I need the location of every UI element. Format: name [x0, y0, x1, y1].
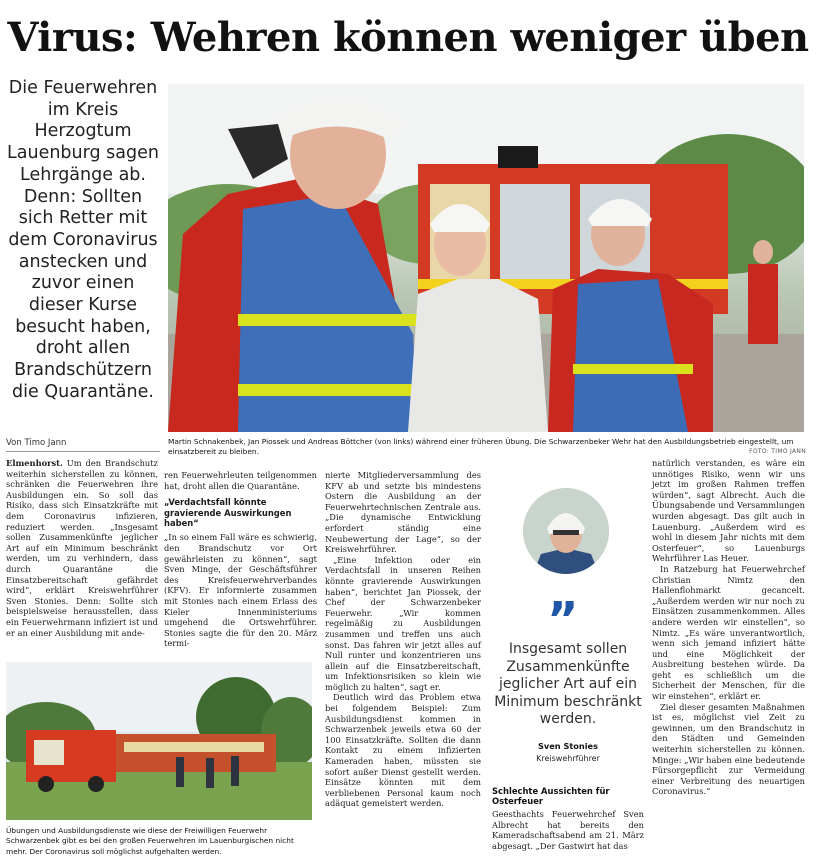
- paragraph: ren Feuerwehrleuten teilgenommen hat, droht allen die Quarantäne.: [164, 470, 317, 491]
- divider: [6, 451, 160, 452]
- avatar: [523, 488, 609, 574]
- photo-credit: FOTO: TIMO JANN: [749, 448, 806, 455]
- training-photo: [6, 662, 312, 820]
- paragraph: „In so einem Fall wäre es schwierig, den Brandschutz vor Ort gewährleisten zu können“, sagt Sven Minge, der Geschäftsführer des Kreisfeuerwehrverbandes (KFV). Er informierte zusammen mit Stonies nach einem Erlass des Kieler Innenministeriums umgehend die Ortswehrführer. Stonies sagte die für den 20. März termi-: [164, 532, 317, 649]
- training-photo-caption: Übungen und Ausbildungsdienste wie diese der Freiwilligen Feuerwehr Schwarzenbek gibt es bei den großen Feuerwehren im Lauenburgischen nicht mehr. Der Coronavirus soll möglichst aufgehalten werden.: [6, 826, 294, 856]
- article-column-5: [652, 458, 805, 797]
- training-scene-illustration: [6, 662, 312, 820]
- quote-author-role: Kreiswehrführer: [536, 754, 600, 763]
- hero-photo: [168, 84, 804, 432]
- subheading: „Verdachtsfall könnte gravierende Auswirkungen haben“: [164, 497, 292, 528]
- article-column-4: [492, 809, 644, 851]
- paragraph: Ziel dieser gesamten Maßnahmen ist es, möglichst viel Zeit zu gewinnen, um den Brandschutz in den Städten und Gemeinden weiterhin sicherstellen zu können. Minge: „Wir haben eine bedeutende Fürsorgepflicht zur Vermeidung einer Verbreitung des neuartigen Coronavirus.“: [652, 701, 805, 797]
- quote-icon: ”: [547, 592, 577, 648]
- firefighters-illustration: [168, 84, 804, 432]
- pull-quote: Insgesamt sollen Zusammenkünfte jeglicher Art auf ein Minimum beschränkt werden.: [494, 641, 642, 728]
- paragraph: Deutlich wird das Problem etwa bei folgendem Beispiel: Zum Ausbildungsdienst kommen in Schwarzenbek jeweils etwa 60 der 100 Einsatzkräfte. Sollten die dann Kontakt zu einem infizierten Kameraden haben, müssten sie sofort außer Dienst gestellt werden. Einsätze könnten mit dem verbliebenen Personal kaum noch adäquat gemeistert werden.: [325, 692, 481, 809]
- hero-caption: Martin Schnakenbek, Jan Piossek und Andreas Böttcher (von links) während einer früheren Übung. Die Schwarzenbeker Wehr hat den Ausbildungsbetrieb eingestellt, um einsatzbereit zu bleiben.: [168, 437, 794, 456]
- article-column-1: [6, 458, 158, 638]
- paragraph: Geesthachts Feuerwehrchef Sven Albrecht hat bereits den Kameradschaftsabend am 21. März abgesagt. „Der Gastwirt hat das: [492, 809, 644, 851]
- paragraph: Um den Brandschutz weiterhin sicherstellen zu können, schränken die Feuerwehren ihre Ausbildungen ein. So soll das Risiko, dass sich Einsatzkräfte mit dem Coronavirus infizieren, reduziert werden. „Insgesamt sollen Zusammenkünfte jeglicher Art auf ein Minimum beschränkt werden, um zu verhindern, dass durch Quarantäne die Einsatzbereitschaft gefährdet wird“, erklärt Kreiswehrführer Sven Stonies. Denn: Sollte sich beispielsweise herausstellen, dass ein Feuerwehrmann infiziert ist und er an einer Ausbildung mit ande-: [6, 458, 158, 638]
- quote-author: Sven Stonies: [538, 741, 598, 751]
- dateline: Elmenhorst.: [6, 458, 63, 468]
- paragraph: In Ratzeburg hat Feuerwehrchef Christian Nimtz den Hallenflohmarkt gecancelt. „Außerdem werden wir nur noch zu Einsätzen zusammenkommen. Alles andere werden wir einstellen“, so Nimtz. „Es wäre unverantwortlich, wenn sich jemand infiziert hätte und eine Möglichkeit der Ausbreitung bestehen würde. Da geht es schließlich um die Sicherheit der Menschen, für die wir einstehen“, erklärt er.: [652, 563, 805, 702]
- paragraph: nierte Mitgliederversammlung des KFV ab und setzte bis mindestens Ostern die Ausbildung an der Feuerwehrtechnischen Zentrale aus. „Die dynamische Entwicklung erfordert ständig eine Neubewertung der Lage“, so der Kreiswehrführer.: [325, 470, 481, 555]
- teaser-text: Die Feuerwehren im Kreis Herzogtum Lauenburg sagen Lehrgänge ab. Denn: Sollten sich Retter mit dem Coronavirus anstecken und zuvor einen dieser Kurse besucht haben, droht allen Brandschützern die Quarantäne.: [7, 78, 159, 402]
- portrait-illustration: [523, 488, 609, 574]
- article-column-2: [164, 470, 317, 649]
- headline: Virus: Wehren können weniger üben: [7, 14, 809, 61]
- byline: Von Timo Jann: [6, 438, 67, 448]
- paragraph: natürlich verstanden, es wäre ein unnötiges Risiko, wenn wir uns jetzt im großen Rahmen treffen würden“, sagt Albrecht. Auch die Übungsabende und Versammlungen wurden abgesagt. Das gilt auch in Lauenburg. „Außerdem wird es wohl in diesem Jahr nichts mit dem Osterfeuer“, so Lauenburgs Wehrführer Las Heuer.: [652, 458, 805, 564]
- paragraph: „Eine Infektion oder ein Verdachtsfall in unseren Reihen könnte gravierende Auswirkungen haben“, berichtet Jan Piossek, der Chef der Schwarzenbeker Feuerwehr. „Wir kommen regelmäßig zu Ausbildungen zusammen und treffen uns auch sonst. Das fahren wir jetzt alles auf Null runter und konzentrieren uns allein auf die Einsatzbereitschaft, um Infektionsrisiken so klein wie möglich zu halten“, sagt er.: [325, 554, 481, 692]
- article-column-3: [325, 470, 481, 809]
- subheading: Schlechte Aussichten für Osterfeuer: [492, 786, 610, 807]
